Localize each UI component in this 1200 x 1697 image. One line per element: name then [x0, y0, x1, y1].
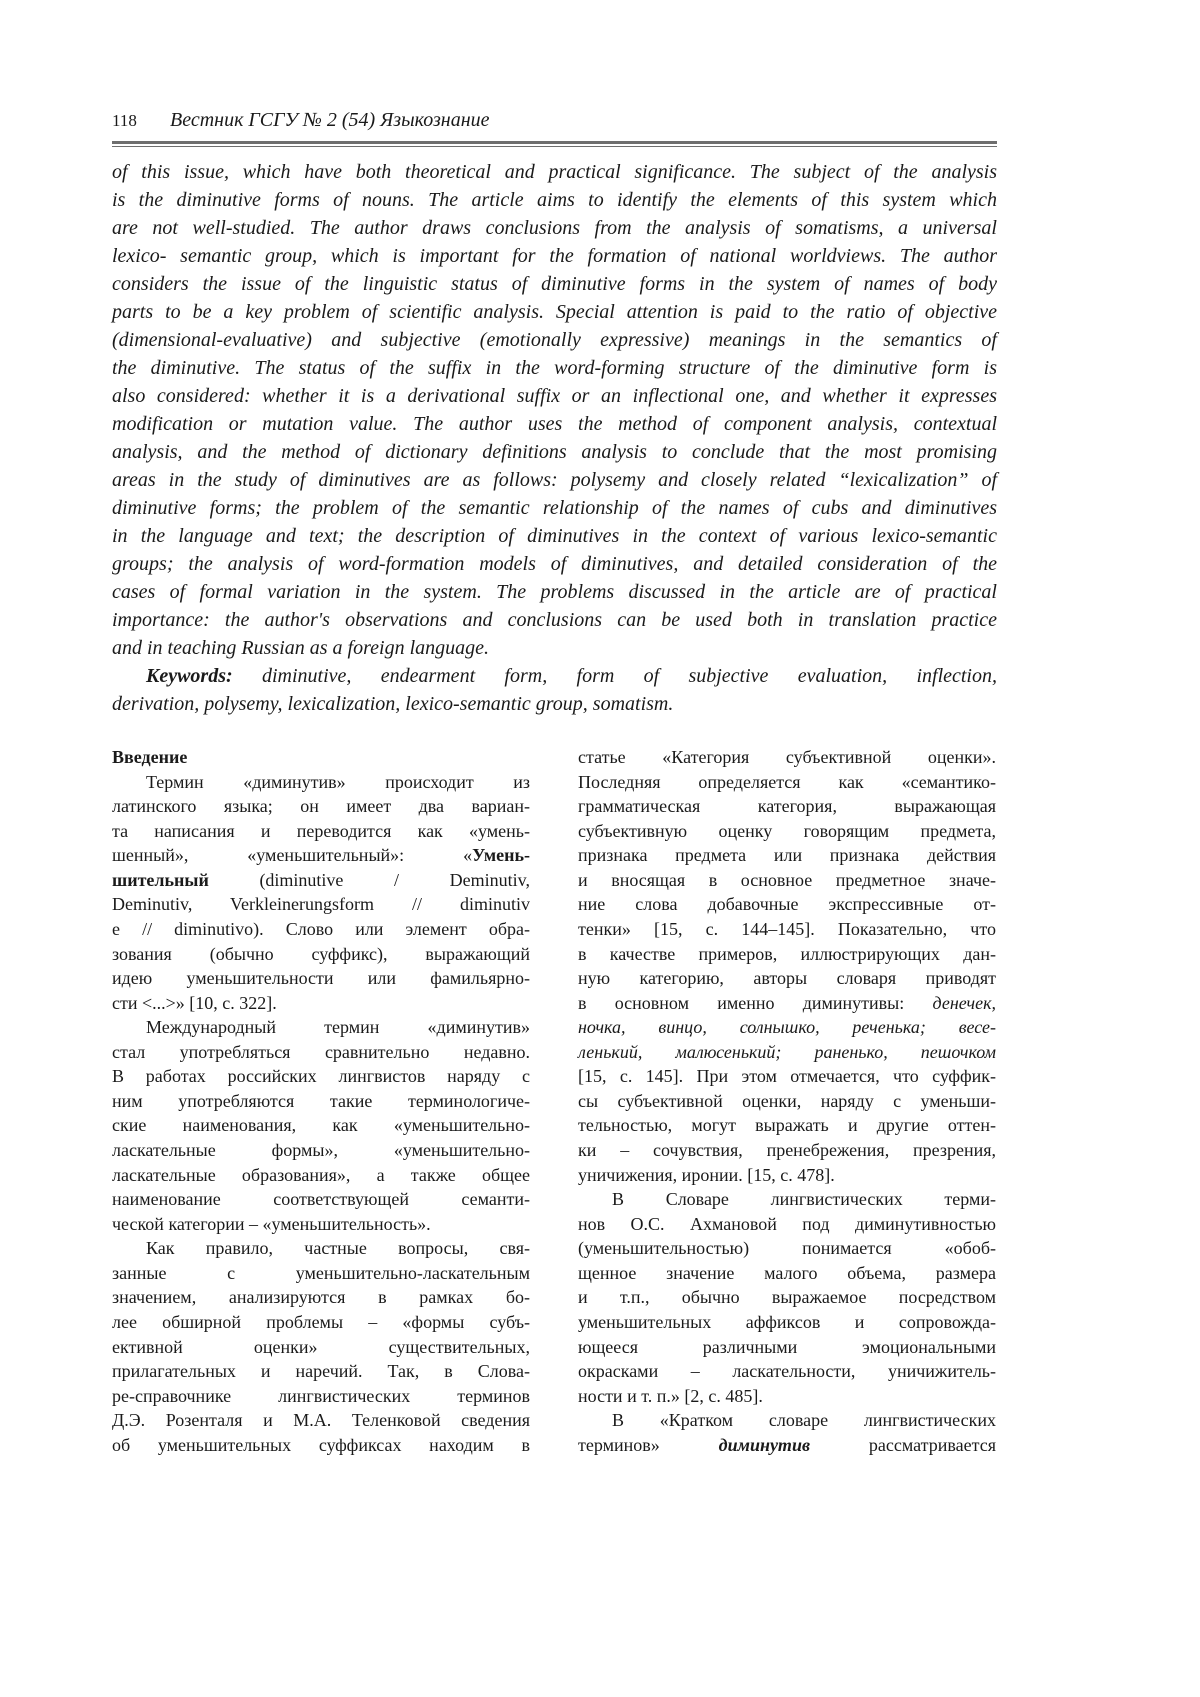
text-line: (dimensional-evaluative) and subjective (emotionally expressive) meanings in the semantics of — [112, 326, 997, 354]
text-line: В работах российских лингвистов наряду с — [112, 1064, 530, 1089]
paragraph — [578, 745, 996, 1187]
text-line: зования (обычно суффикс), выражающий — [112, 942, 530, 967]
right-column — [578, 745, 996, 1457]
text-line: в качестве примеров, иллюстрирующих дан- — [578, 942, 996, 967]
text-line: В «Кратком словаре лингвистических — [578, 1408, 996, 1433]
text-line: parts to be a key problem of scientific analysis. Special attention is paid to the ratio of objective — [112, 298, 997, 326]
text-line: in the language and text; the description of diminutives in the context of various lexico-semantic — [112, 522, 997, 550]
emphasized-text: Умень- — [472, 845, 530, 865]
text-line: diminutive forms; the problem of the semantic relationship of the names of cubs and diminutives — [112, 494, 997, 522]
text-line: уничижения, иронии. [15, с. 478]. — [578, 1163, 996, 1188]
emphasized-text: ленький, малюсенький; раненько, пешочком — [578, 1042, 996, 1062]
text-line — [112, 662, 997, 690]
text-line: нов О.С. Ахмановой под диминутивностью — [578, 1212, 996, 1237]
text-line: прилагательных и наречий. Так, в Слова- — [112, 1359, 530, 1384]
running-header — [112, 106, 490, 135]
text-line: В Словаре лингвистических терми- — [578, 1187, 996, 1212]
text-line: окрасками – ласкательности, уничижитель- — [578, 1359, 996, 1384]
text-line: ре-справочнике лингвистических терминов — [112, 1384, 530, 1409]
text-line: тенки» [15, с. 144–145]. Показательно, что — [578, 917, 996, 942]
text-line: ющееся различными эмоциональными — [578, 1335, 996, 1360]
text-line: латинского языка; он имеет два вариан- — [112, 794, 530, 819]
paragraph — [112, 1015, 530, 1236]
abstract — [112, 158, 997, 718]
text-line: modification or mutation value. The author uses the method of component analysis, contextual — [112, 410, 997, 438]
text-line: занные с уменьшительно-ласкательным — [112, 1261, 530, 1286]
text-line: and in teaching Russian as a foreign language. — [112, 634, 997, 662]
text-line: the diminutive. The status of the suffix in the word-forming structure of the diminutive form is — [112, 354, 997, 382]
text-segment: шенный», «уменьшительный»: « — [112, 845, 472, 865]
text-line: и вносящая в основное предметное значе- — [578, 868, 996, 893]
text-line: ним употребляются такие терминологиче- — [112, 1089, 530, 1114]
text-segment: (diminutive / Deminutiv, — [209, 870, 530, 890]
text-line — [578, 1433, 996, 1458]
text-line: derivation, polysemy, lexicalization, lexico-semantic group, somatism. — [112, 690, 997, 718]
text-line: стал употребляться сравнительно недавно. — [112, 1040, 530, 1065]
text-line: ности и т. п.» [2, с. 485]. — [578, 1384, 996, 1409]
text-line: наименование соответствующей семанти- — [112, 1187, 530, 1212]
text-line: ную категорию, авторы словаря приводят — [578, 966, 996, 991]
text-line — [578, 1040, 996, 1065]
journal-title: Вестник ГСГУ № 2 (54) Языкознание — [170, 109, 490, 131]
text-line: Последняя определяется как «семантико- — [578, 770, 996, 795]
paragraph — [112, 158, 997, 662]
text-line: ние слова добавочные экспрессивные от- — [578, 892, 996, 917]
text-line: Deminutiv, Verkleinerungsform // diminutiv — [112, 892, 530, 917]
text-line: Д.Э. Розенталя и М.А. Теленковой сведения — [112, 1408, 530, 1433]
emphasized-text: шительный — [112, 870, 209, 890]
text-line: also considered: whether it is a derivational suffix or an inflectional one, and whether it expresses — [112, 382, 997, 410]
text-line: cases of formal variation in the system. The problems discussed in the article are of practical — [112, 578, 997, 606]
paragraph — [112, 770, 530, 1016]
text-line: [15, с. 145]. При этом отмечается, что суффик- — [578, 1064, 996, 1089]
text-line — [112, 868, 530, 893]
text-line: lexico- semantic group, which is important for the formation of national worldviews. The author — [112, 242, 997, 270]
paragraph — [578, 1408, 996, 1457]
page-number: 118 — [112, 107, 170, 135]
text-line: areas in the study of diminutives are as follows: polysemy and closely related “lexicalization” of — [112, 466, 997, 494]
emphasized-text: денечек, — [933, 993, 997, 1013]
text-line: analysis, and the method of dictionary definitions analysis to conclude that the most promising — [112, 438, 997, 466]
header-rule-thin — [112, 146, 997, 147]
text-line: are not well-studied. The author draws conclusions from the analysis of somatisms, a universal — [112, 214, 997, 242]
text-line: importance: the author's observations and conclusions can be used both in translation practice — [112, 606, 997, 634]
text-line: об уменьшительных суффиксах находим в — [112, 1433, 530, 1458]
text-line: ки – сочувствия, пренебрежения, презрения, — [578, 1138, 996, 1163]
text-line — [578, 991, 996, 1016]
text-line: сти <...>» [10, с. 322]. — [112, 991, 530, 1016]
text-segment: diminutive, endearment form, form of subjective evaluation, inflection, — [233, 665, 997, 687]
text-line — [112, 843, 530, 868]
left-column — [112, 745, 530, 1457]
section-heading: Введение — [112, 745, 530, 770]
text-line: значением, анализируются в рамках бо- — [112, 1285, 530, 1310]
text-line: сы субъективной оценки, наряду с уменьши- — [578, 1089, 996, 1114]
text-line: щенное значение малого объема, размера — [578, 1261, 996, 1286]
emphasized-text: Keywords: — [146, 665, 233, 687]
text-line: статье «Категория субъективной оценки». — [578, 745, 996, 770]
paragraph — [112, 1236, 530, 1457]
text-line: (уменьшительностью) понимается «обоб- — [578, 1236, 996, 1261]
text-line: лее обширной проблемы – «формы субъ- — [112, 1310, 530, 1335]
text-line: та написания и переводится как «умень- — [112, 819, 530, 844]
emphasized-text: ночка, винцо, солнышко, реченька; весе- — [578, 1017, 996, 1037]
text-line: Международный термин «диминутив» — [112, 1015, 530, 1040]
text-line: идею уменьшительности или фамильярно- — [112, 966, 530, 991]
text-line: субъективную оценку говорящим предмета, — [578, 819, 996, 844]
text-segment: в основном именно диминутивы: — [578, 993, 933, 1013]
text-line: ческой категории – «уменьшительность». — [112, 1212, 530, 1237]
text-line: Термин «диминутив» происходит из — [112, 770, 530, 795]
text-line — [578, 1015, 996, 1040]
text-line: e // diminutivo). Слово или элемент обра- — [112, 917, 530, 942]
text-line: грамматическая категория, выражающая — [578, 794, 996, 819]
text-line: Как правило, частные вопросы, свя- — [112, 1236, 530, 1261]
emphasized-text: диминутив — [719, 1435, 810, 1455]
paragraph — [112, 662, 997, 718]
header-rule-thick — [112, 141, 997, 144]
text-line: уменьшительных аффиксов и сопровожда- — [578, 1310, 996, 1335]
text-line: groups; the analysis of word-formation models of diminutives, and detailed consideration of the — [112, 550, 997, 578]
text-line: и т.п., обычно выражаемое посредством — [578, 1285, 996, 1310]
text-line: considers the issue of the linguistic status of diminutive forms in the system of names of body — [112, 270, 997, 298]
text-line: тельностью, могут выражать и другие оттен- — [578, 1113, 996, 1138]
text-line: of this issue, which have both theoretical and practical significance. The subject of the analysis — [112, 158, 997, 186]
text-line: is the diminutive forms of nouns. The article aims to identify the elements of this system which — [112, 186, 997, 214]
text-line: ласкательные образования», а также общее — [112, 1163, 530, 1188]
text-line: ские наименования, как «уменьшительно- — [112, 1113, 530, 1138]
text-line: ласкательные формы», «уменьшительно- — [112, 1138, 530, 1163]
text-segment: терминов» — [578, 1435, 719, 1455]
text-line: ективной оценки» существительных, — [112, 1335, 530, 1360]
text-segment: рассматривается — [810, 1435, 996, 1455]
paragraph — [578, 1187, 996, 1408]
text-line: признака предмета или признака действия — [578, 843, 996, 868]
